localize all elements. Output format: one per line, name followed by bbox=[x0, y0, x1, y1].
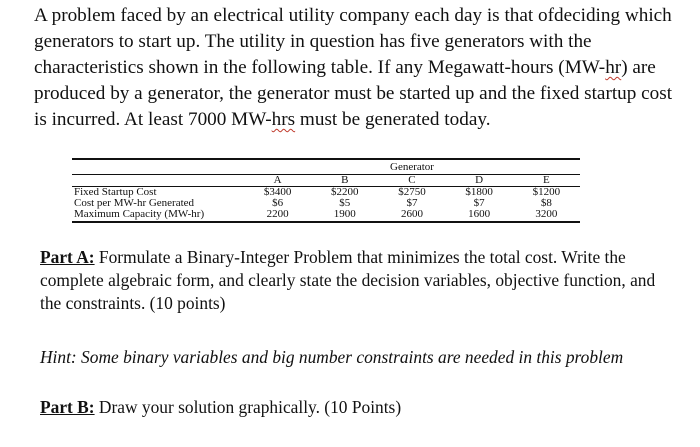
part-b-paragraph bbox=[40, 396, 680, 419]
table-cell: $1800 bbox=[465, 186, 493, 198]
row-label: Fixed Startup Cost bbox=[74, 186, 157, 198]
column-header-b: B bbox=[311, 175, 378, 187]
part-a-text: Formulate a Binary-Integer Problem that minimizes the total cost. Write the complete algebraic form, and clearly state the decision variables, objective function, and the constraints. (10 points) bbox=[40, 247, 656, 313]
problem-text-2: ) are produced by a generator, the generator must be started up and the fixed startup cost is incurred. At least 7000 MW- bbox=[34, 57, 673, 130]
part-b-heading: Part B: bbox=[40, 397, 95, 417]
table-cell: 1900 bbox=[311, 209, 378, 222]
generator-group-header: Generator bbox=[244, 162, 580, 175]
generator-table bbox=[72, 158, 580, 223]
table-cell: $7 bbox=[406, 197, 418, 209]
column-header-a: A bbox=[244, 175, 311, 187]
table-column-header-row bbox=[72, 175, 580, 187]
row-label: Maximum Capacity (MW-hr) bbox=[72, 209, 244, 222]
column-header-c: C bbox=[378, 175, 445, 187]
table-cell: $2750 bbox=[398, 186, 426, 198]
row-label: Cost per MW-hr Generated bbox=[74, 197, 195, 209]
problem-text-3: must be generated today. bbox=[295, 109, 491, 130]
table-cell: $8 bbox=[540, 197, 552, 209]
problem-text-1: A problem faced by an electrical utility company each day is that ofdeciding which generators to start up. The utility in question has five generators with the characteristics shown in the following table. If any Megawatt-hours (MW- bbox=[34, 5, 672, 78]
table-cell: 2200 bbox=[244, 209, 311, 222]
table-cell: 2600 bbox=[378, 209, 445, 222]
table-row bbox=[72, 209, 580, 222]
table-cell: 1600 bbox=[446, 209, 513, 222]
column-header-d: D bbox=[446, 175, 513, 187]
problem-statement bbox=[34, 3, 674, 133]
part-b-text: Draw your solution graphically. (10 Points) bbox=[94, 397, 402, 417]
column-header-e: E bbox=[513, 175, 580, 187]
table-cell: $3400 bbox=[263, 186, 292, 198]
table-cell: $1200 bbox=[532, 186, 561, 198]
generator-table-container bbox=[72, 158, 580, 223]
table-group-header-row bbox=[72, 162, 580, 175]
table-cell: $2200 bbox=[331, 186, 359, 198]
part-a-heading: Part A: bbox=[40, 247, 95, 267]
part-a-paragraph bbox=[40, 246, 672, 315]
hint-text: Hint: Some binary variables and big number constraints are needed in this problem bbox=[40, 347, 624, 367]
table-cell: $5 bbox=[339, 197, 351, 209]
table-cell: $6 bbox=[272, 197, 284, 209]
table-cell: $7 bbox=[473, 197, 485, 209]
spellcheck-word-hrs: hrs bbox=[271, 109, 296, 130]
table-cell: 3200 bbox=[513, 209, 580, 222]
spellcheck-word-hr: hr bbox=[605, 57, 622, 78]
